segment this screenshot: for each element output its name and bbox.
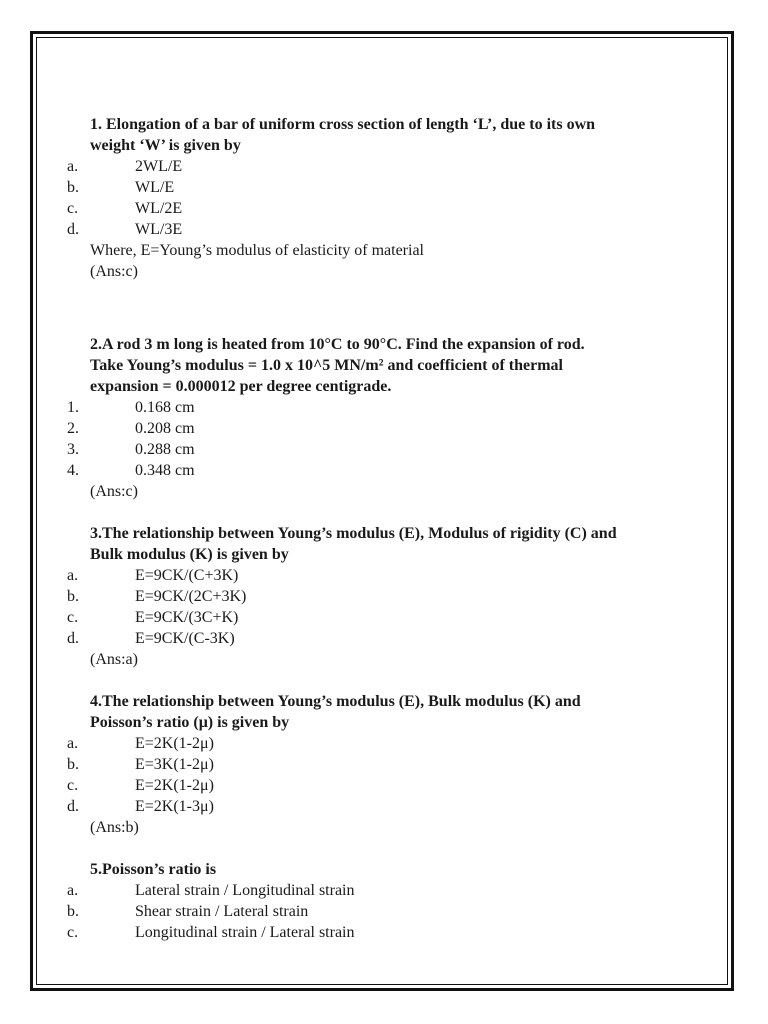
option-b	[67, 586, 667, 607]
option-marker: a.	[67, 158, 79, 175]
option-b	[67, 177, 667, 198]
question-3-title	[90, 523, 667, 565]
option-marker: b.	[67, 179, 79, 196]
question-3	[67, 523, 667, 670]
option-marker: c.	[67, 609, 79, 626]
option-text: Lateral strain / Longitudinal strain	[135, 882, 355, 899]
option-text: E=9CK/(C-3K)	[135, 630, 235, 647]
option-b	[67, 754, 667, 775]
option-2	[67, 418, 667, 439]
question-2	[67, 334, 667, 502]
question-title-line: Bulk modulus (K) is given by	[90, 546, 289, 563]
option-c	[67, 607, 667, 628]
question-list	[67, 114, 667, 943]
option-a	[67, 733, 667, 754]
option-marker: 2.	[67, 420, 79, 437]
option-marker: b.	[67, 903, 79, 920]
option-marker: 4.	[67, 462, 79, 479]
option-d	[67, 796, 667, 817]
question-1	[67, 114, 667, 282]
option-text: E=3K(1-2μ)	[135, 756, 214, 773]
question-5-title	[90, 859, 667, 880]
option-text: 0.348 cm	[135, 462, 195, 479]
option-marker: c.	[67, 200, 79, 217]
answer-key: (Ans:c)	[90, 483, 138, 500]
option-marker: a.	[67, 735, 79, 752]
option-marker: a.	[67, 882, 79, 899]
question-title-line: weight ‘W’ is given by	[90, 137, 241, 154]
option-marker: d.	[67, 221, 79, 238]
option-marker: c.	[67, 924, 79, 941]
option-text: E=2K(1-3μ)	[135, 798, 214, 815]
question-5	[67, 859, 667, 943]
option-text: Shear strain / Lateral strain	[135, 903, 309, 920]
option-d	[67, 219, 667, 240]
option-text: 0.208 cm	[135, 420, 195, 437]
option-marker: b.	[67, 756, 79, 773]
option-text: E=9CK/(C+3K)	[135, 567, 239, 584]
question-title-line: expansion = 0.000012 per degree centigrade.	[90, 378, 392, 395]
question-title-line: 4.The relationship between Young’s modulus (E), Bulk modulus (K) and	[90, 693, 581, 710]
option-text: 2WL/E	[135, 158, 183, 175]
option-4	[67, 460, 667, 481]
option-text: WL/3E	[135, 221, 183, 238]
option-text: E=9CK/(2C+3K)	[135, 588, 247, 605]
option-b	[67, 901, 667, 922]
question-title-line: 5.Poisson’s ratio is	[90, 861, 217, 878]
option-3	[67, 439, 667, 460]
option-marker: a.	[67, 567, 79, 584]
option-a	[67, 156, 667, 177]
option-c	[67, 198, 667, 219]
question-title-line: 1. Elongation of a bar of uniform cross section of length ‘L’, due to its own	[90, 116, 596, 133]
option-c	[67, 922, 667, 943]
option-marker: c.	[67, 777, 79, 794]
option-text: 0.168 cm	[135, 399, 195, 416]
option-marker: d.	[67, 630, 79, 647]
option-text: E=9CK/(3C+K)	[135, 609, 239, 626]
option-marker: 3.	[67, 441, 79, 458]
option-text: E=2K(1-2μ)	[135, 777, 214, 794]
option-1	[67, 397, 667, 418]
option-a	[67, 880, 667, 901]
option-d	[67, 628, 667, 649]
question-title-line: Take Young’s modulus = 1.0 x 10^5 MN/m² and coefficient of thermal	[90, 357, 563, 374]
question-4-title	[90, 691, 667, 733]
question-title-line: 3.The relationship between Young’s modulus (E), Modulus of rigidity (C) and	[90, 525, 617, 542]
option-text: WL/2E	[135, 200, 183, 217]
answer-key: (Ans:a)	[90, 651, 138, 668]
answer-key: (Ans:c)	[90, 263, 138, 280]
option-a	[67, 565, 667, 586]
question-4	[67, 691, 667, 838]
option-marker: d.	[67, 798, 79, 815]
option-text: 0.288 cm	[135, 441, 195, 458]
question-2-title	[90, 334, 667, 397]
question-note: Where, E=Young’s modulus of elasticity of material	[90, 242, 424, 259]
option-text: Longitudinal strain / Lateral strain	[135, 924, 355, 941]
option-c	[67, 775, 667, 796]
option-marker: 1.	[67, 399, 79, 416]
question-1-title	[90, 114, 667, 156]
option-marker: b.	[67, 588, 79, 605]
answer-key: (Ans:b)	[90, 819, 139, 836]
option-text: WL/E	[135, 179, 175, 196]
question-title-line: Poisson’s ratio (μ) is given by	[90, 714, 290, 731]
question-title-line: 2.A rod 3 m long is heated from 10°C to 90°C. Find the expansion of rod.	[90, 336, 585, 353]
option-text: E=2K(1-2μ)	[135, 735, 214, 752]
